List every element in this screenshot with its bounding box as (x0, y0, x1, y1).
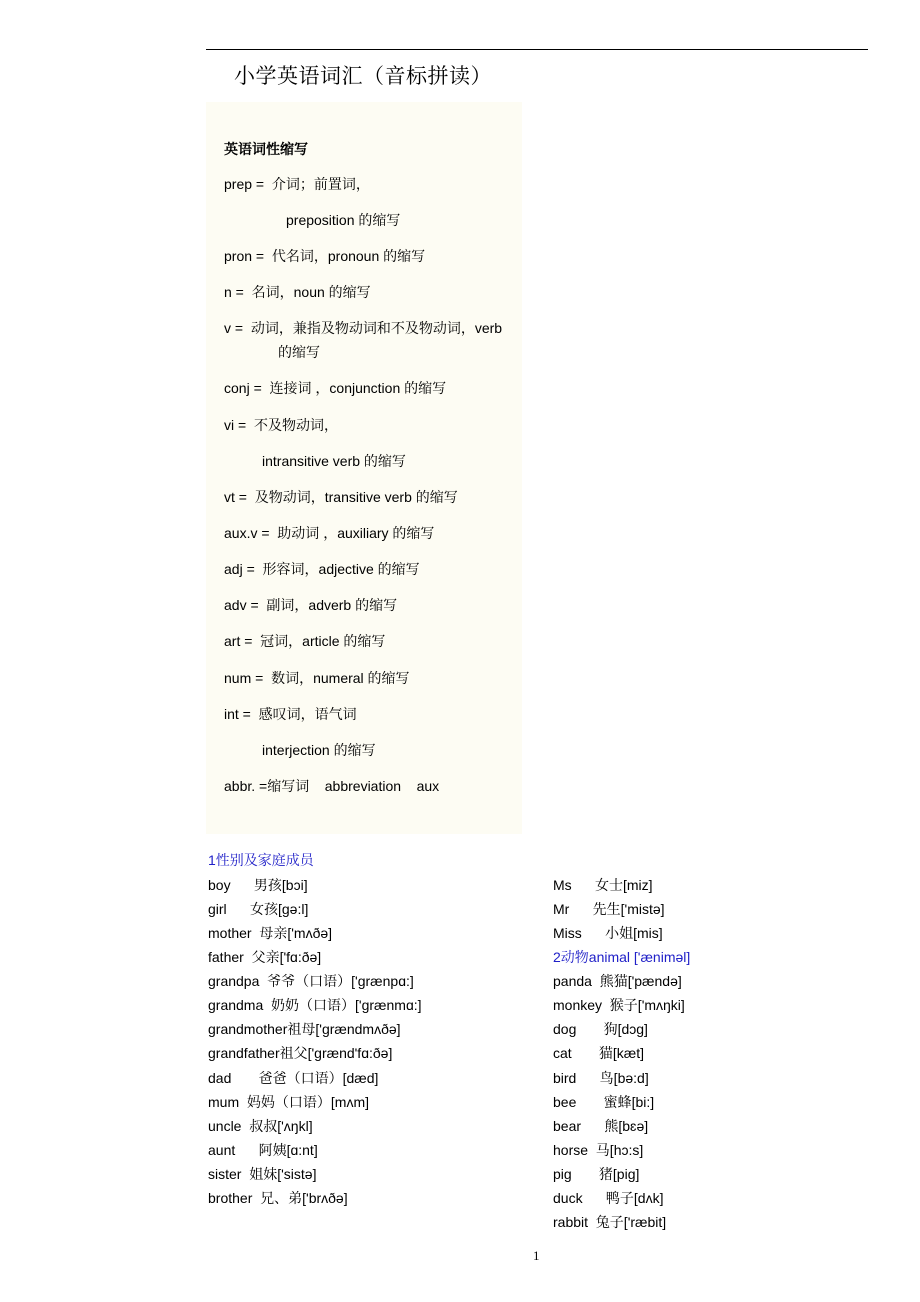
vocab-item: duck 鸭子[dʌk] (553, 1190, 664, 1206)
vocab-item: horse 马[hɔ:s] (553, 1142, 644, 1158)
abbr-line: interjection 的缩写 (262, 742, 376, 758)
abbr-line: num = 数词，numeral 的缩写 (224, 670, 410, 686)
vocab-item: grandmother祖母['ɡrændmʌðə] (208, 1021, 401, 1037)
vocab-item: dog 狗[dɔɡ] (553, 1021, 648, 1037)
vocab-item: uncle 叔叔['ʌŋkl] (208, 1118, 313, 1134)
vocab-item: grandma 奶奶（口语）['ɡrænmɑ:] (208, 997, 422, 1013)
abbr-line: abbr. =缩写词 abbreviation aux (224, 778, 440, 794)
vocab-item: dad 爸爸（口语）[dæd] (208, 1070, 379, 1086)
section-title-animal: 2动物animal ['æniməl] (553, 949, 691, 965)
header-rule (206, 49, 868, 50)
abbr-line: v = 动词，兼指及物动词和不及物动词，verb (224, 320, 503, 336)
abbr-line: art = 冠词，article 的缩写 (224, 633, 386, 649)
vocab-item: Ms 女士[miz] (553, 877, 653, 893)
abbr-line: aux.v = 助动词 ，auxiliary 的缩写 (224, 525, 435, 541)
vocab-item: mother 母亲['mʌðə] (208, 925, 333, 941)
vocab-item: sister 姐妹['sistə] (208, 1166, 317, 1182)
vocab-item: monkey 猴子['mʌŋki] (553, 997, 685, 1013)
abbr-line: n = 名词，noun 的缩写 (224, 284, 371, 300)
vocab-item: Mr 先生['mistə] (553, 901, 665, 917)
vocab-item: girl 女孩[ɡə:l] (208, 901, 309, 917)
page-title: 小学英语词汇（音标拼读） (234, 64, 492, 88)
vocab-item: grandfather祖父['ɡrænd'fɑ:ðə] (208, 1045, 393, 1061)
vocab-item: rabbit 兔子['ræbit] (553, 1214, 667, 1230)
vocab-item: bear 熊[bɛə] (553, 1118, 649, 1134)
vocab-item: cat 猫[kæt] (553, 1045, 645, 1061)
abbreviation-heading: 英语词性缩写 (224, 141, 308, 157)
vocab-item: grandpa 爷爷（口语）['ɡrænpɑ:] (208, 973, 414, 989)
vocab-item: boy 男孩[bɔi] (208, 877, 308, 893)
abbr-line: conj = 连接词 ，conjunction 的缩写 (224, 380, 447, 396)
vocab-item: panda 熊猫['pændə] (553, 973, 682, 989)
vocab-item: aunt 阿姨[ɑ:nt] (208, 1142, 318, 1158)
abbr-line: 的缩写 (278, 344, 320, 360)
vocab-item: mum 妈妈（口语）[mʌm] (208, 1094, 369, 1110)
section-title-family: 1性别及家庭成员 (208, 852, 314, 868)
abbr-line: preposition 的缩写 (286, 212, 401, 228)
abbr-line: pron = 代名词，pronoun 的缩写 (224, 248, 426, 264)
abbr-line: intransitive verb 的缩写 (262, 453, 406, 469)
vocab-item: brother 兄、弟['brʌðə] (208, 1190, 348, 1206)
vocab-item: bird 鸟[bə:d] (553, 1070, 649, 1086)
abbr-line: int = 感叹词，语气词 (224, 706, 357, 722)
abbr-line: prep = 介词；前置词， (224, 176, 370, 192)
vocab-item: pig 猪[piɡ] (553, 1166, 640, 1182)
vocab-item: Miss 小姐[mis] (553, 925, 663, 941)
abbr-line: vt = 及物动词，transitive verb 的缩写 (224, 489, 458, 505)
page-number: 1 (533, 1248, 540, 1263)
vocab-item: bee 蜜蜂[bi:] (553, 1094, 655, 1110)
abbr-line: adj = 形容词，adjective 的缩写 (224, 561, 420, 577)
abbr-line: vi = 不及物动词， (224, 417, 338, 433)
vocab-item: father 父亲['fɑ:ðə] (208, 949, 322, 965)
abbr-line: adv = 副词，adverb 的缩写 (224, 597, 398, 613)
